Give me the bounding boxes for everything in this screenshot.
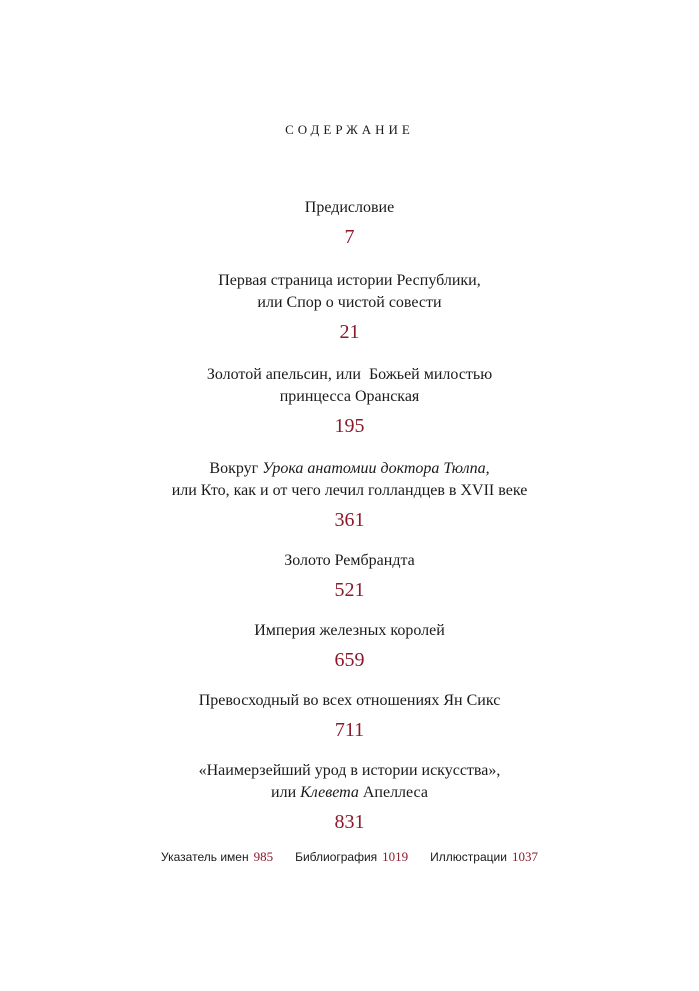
toc-list [0, 197, 699, 834]
entry-title-pre: или [271, 784, 301, 801]
entry-page-number: 21 [339, 321, 360, 343]
footer-item-bibliography[interactable] [295, 849, 408, 865]
entry-title [305, 197, 394, 219]
entry-page-number: 831 [334, 811, 365, 833]
footer-item-page: 1019 [382, 849, 409, 864]
toc-entry-rembrandt-gold[interactable] [284, 550, 415, 602]
entry-title-line: Золотой апельсин, или Божьей милостью [206, 366, 493, 383]
footer-item-illustrations[interactable] [430, 849, 538, 865]
footer-item-label: Библиография [295, 850, 378, 864]
entry-title [207, 364, 492, 408]
entry-title-line: или Спор о чистой совести [257, 294, 442, 311]
footer-item-label: Иллюстрации [430, 850, 507, 864]
footer-item-label: Указатель имен [161, 850, 249, 864]
entry-page-number: 7 [344, 226, 355, 248]
entry-title-italic: Урока анатомии доктора Тюлпа [262, 460, 486, 477]
toc-footer [0, 849, 699, 865]
footer-item-name-index[interactable] [161, 849, 273, 865]
toc-entry-jan-six[interactable] [199, 690, 501, 742]
entry-page-number: 361 [334, 509, 365, 531]
entry-title-line: Превосходный во всех отношениях Ян Сикс [198, 692, 501, 709]
entry-title [199, 690, 501, 712]
entry-title [199, 760, 501, 804]
toc-entry-golden-orange[interactable] [207, 364, 492, 438]
entry-title-line: «Наимерзейший урод в истории искусства», [198, 762, 501, 779]
entry-title-post: , [485, 460, 490, 477]
entry-title-line: Золото Рембрандта [284, 552, 415, 569]
footer-item-page: 985 [253, 849, 274, 864]
entry-title-line: Империя железных королей [254, 622, 445, 639]
entry-title [172, 458, 528, 502]
entry-title-post: Апеллеса [358, 784, 428, 801]
entry-title-line [199, 782, 501, 804]
entry-title-italic: Клевета [300, 784, 359, 801]
entry-title-line: Первая страница истории Республики, [218, 272, 481, 289]
entry-title-line: или Кто, как и от чего лечил голландцев в XVII веке [171, 482, 528, 499]
entry-page-number: 521 [334, 579, 365, 601]
entry-title-pre: Вокруг [209, 460, 263, 477]
entry-title-line: Предисловие [304, 199, 395, 216]
toc-entry-anatomy-lesson[interactable] [172, 458, 528, 532]
footer-item-page: 1037 [511, 849, 538, 864]
toc-entry-calumny-of-apelles[interactable] [199, 760, 501, 834]
entry-page-number: 659 [334, 649, 365, 671]
entry-title [284, 550, 415, 572]
entry-page-number: 195 [334, 415, 365, 437]
toc-entry-preface[interactable] [305, 197, 394, 249]
entry-title-line: принцесса Оранская [279, 388, 420, 405]
entry-page-number: 711 [334, 719, 365, 741]
toc-entry-iron-kings[interactable] [254, 620, 445, 672]
entry-title-line [172, 458, 528, 480]
toc-heading: СОДЕРЖАНИЕ [285, 122, 414, 137]
toc-entry-first-page[interactable] [218, 270, 480, 344]
entry-title [254, 620, 445, 642]
entry-title [218, 270, 480, 314]
